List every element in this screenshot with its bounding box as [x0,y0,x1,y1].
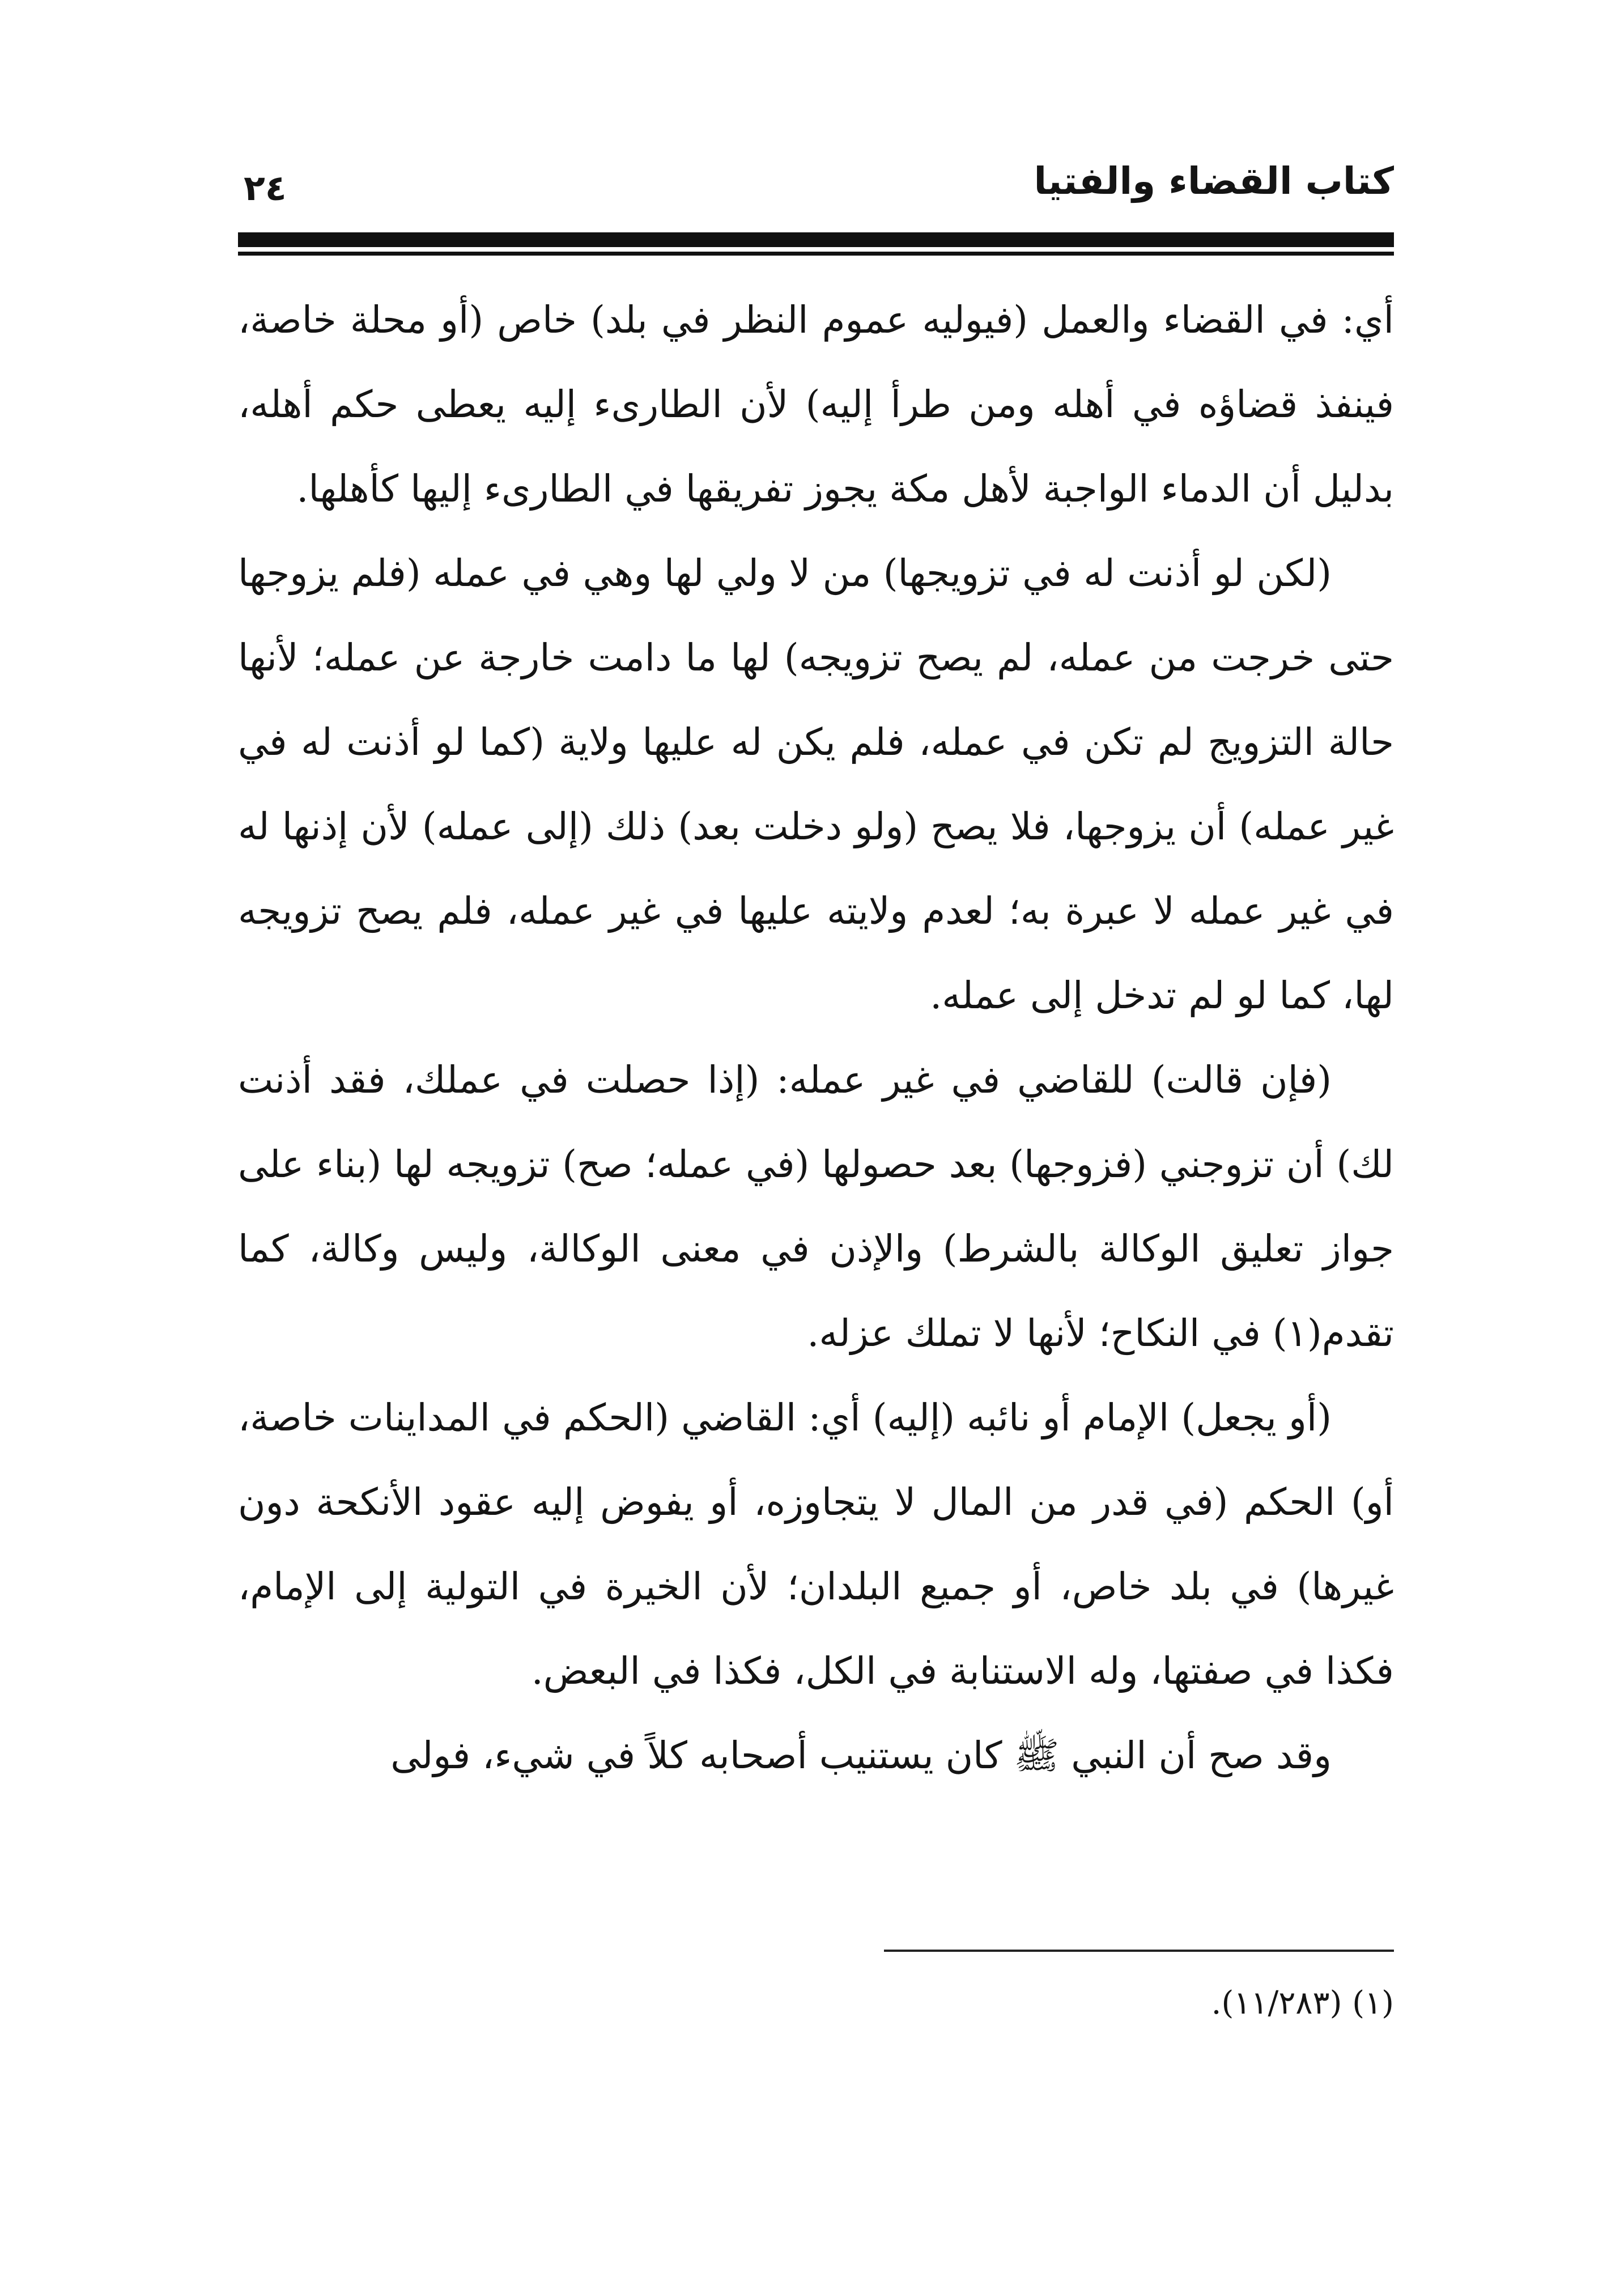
paragraph: (فإن قالت) للقاضي في غير عمله: (إذا حصلت في عملك، فقد أذنت لك) أن تزوجني (فزوجها) بعد حصولها (في عمله؛ صح) تزويجه لها (بناء على جواز تعليق الوكالة بالشرط) والإذن في معنى الوكالة، وليس وكالة، كما تقدم(١) في النكاح؛ لأنها لا تملك عزله. [238,1058,1394,1355]
footnote: (١) (١١/٢٨٣). [1211,1985,1394,2022]
header-rule-thick [238,232,1394,247]
header-rule-thin [238,252,1394,256]
paragraph: وقد صح أن النبي ﷺ كان يستنيب أصحابه كلاً في شيء، فولى [390,1734,1332,1777]
paragraph: أي: في القضاء والعمل (فيوليه عموم النظر في بلد) خاص (أو محلة خاصة، فينفذ قضاؤه في أهله ومن طرأ إليه) لأن الطارىء إليه يعطى حكم أهله، بدليل أن الدماء الواجبة لأهل مكة يجوز تفريقها في الطارىء إليها كأهلها. [238,298,1394,511]
body-text [238,278,1394,1798]
running-title: كتاب القضاء والفتيا [1034,159,1394,203]
footnote-rule [884,1950,1394,1952]
paragraph: (أو يجعل) الإمام أو نائبه (إليه) أي: القاضي (الحكم في المداينات خاصة، أو) الحكم (في قدر من المال لا يتجاوزه، أو يفوض إليه عقود الأنكحة دون غيرها) في بلد خاص، أو جميع البلدان؛ لأن الخيرة في التولية إلى الإمام، فكذا في صفتها، وله الاستنابة في الكل، فكذا في البعض. [238,1396,1394,1693]
page-header [238,153,1394,221]
paragraph: (لكن لو أذنت له في تزويجها) من لا ولي لها وهي في عمله (فلم يزوجها حتى خرجت من عمله، لم يصح تزويجه) لها ما دامت خارجة عن عمله؛ لأنها حالة التزويج لم تكن في عمله، فلم يكن له عليها ولاية (كما لو أذنت له في غير عمله) أن يزوجها، فلا يصح (ولو دخلت بعد) ذلك (إلى عمله) لأن إذنها له في غير عمله لا عبرة به؛ لعدم ولايته عليها في غير عمله، فلم يصح تزويجه لها، كما لو لم تدخل إلى عمله. [238,551,1394,1017]
page-number: ٢٤ [244,167,287,209]
